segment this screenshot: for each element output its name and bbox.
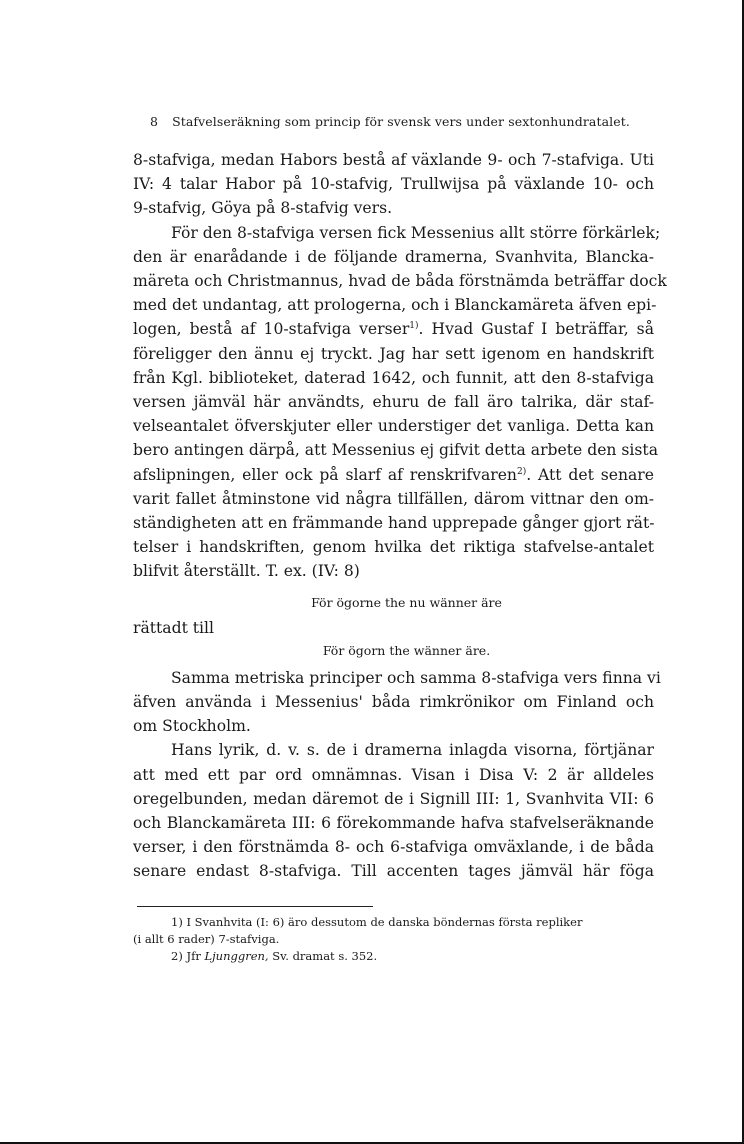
text-line: afslipningen, eller ock på slarf af renskrifvaren$^{2)}$. Att det senare bbox=[133, 465, 654, 484]
text-line: Samma metriska principer och samma 8-stafviga vers finna vi bbox=[171, 668, 661, 687]
text-line: med det undantag, att prologerna, och i Blanckamäreta äfven epi- bbox=[133, 296, 657, 315]
text-line: märeta och Christmannus, hvad de båda förstnämda beträffar dock bbox=[133, 272, 667, 291]
text-segment: afslipningen, eller ock på slarf af renskrifvaren bbox=[133, 465, 517, 484]
text-line: verser, i den förstnämda 8- och 6-stafviga omväxlande, i de båda bbox=[133, 838, 654, 857]
text-line: varit fallet åtminstone vid några tillfällen, därom vittnar den om- bbox=[133, 489, 654, 508]
footnote-1-line-2: (i allt 6 rader) 7-stafviga. bbox=[133, 932, 280, 946]
footnote-2-rest: Sv. dramat s. 352. bbox=[272, 949, 378, 963]
text-segment: Hvad Gustaf I beträffar, så bbox=[431, 320, 654, 339]
footnote-ref-1: 1) bbox=[409, 321, 419, 332]
text-line: bero antingen därpå, att Messenius ej gifvit detta arbete den sista bbox=[133, 441, 658, 460]
text-line: att med ett par ord omnämnas. Visan i Disa V: 2 är alldeles bbox=[133, 765, 654, 784]
quoted-verse-corrected: För ögorn the wänner äre. bbox=[322, 642, 491, 658]
text-line: från Kgl. biblioteket, daterad 1642, och funnit, att den 8-stafviga bbox=[133, 368, 654, 387]
text-line: För den 8-stafviga versen fick Messenius allt större förkärlek; bbox=[171, 223, 661, 242]
correction-label: rättadt till bbox=[133, 618, 215, 637]
footnote-1-line-1: 1) I Svanhvita (I: 6) äro dessutom de danska böndernas första repliker bbox=[171, 915, 583, 929]
footnote-ref-2: 2) bbox=[516, 466, 527, 477]
footnote-1 bbox=[133, 914, 654, 948]
text-line: blifvit återställt. T. ex. (IV: 8) bbox=[133, 562, 360, 581]
footnote-2 bbox=[133, 948, 654, 965]
text-segment: Att det senare bbox=[538, 465, 654, 484]
text-line: oregelbunden, medan däremot de i Signill III: 1, Svanhvita VII: 6 bbox=[133, 789, 654, 808]
text-line: versen jämväl här användts, ehuru de fall äro talrika, där staf- bbox=[133, 393, 654, 412]
text-line: Hans lyrik, d. v. s. de i dramerna inlagda visorna, förtjänar bbox=[171, 741, 654, 760]
footnote-2-prefix: 2) Jfr bbox=[171, 949, 201, 963]
paragraph-4 bbox=[133, 738, 654, 883]
paragraph-2 bbox=[133, 221, 667, 584]
page-number: 8 bbox=[150, 114, 159, 129]
running-title: Stafvelseräkning som princip för svensk vers under sextonhundratalet. bbox=[172, 114, 630, 129]
text-line: senare endast 8-stafviga. Till accenten tages jämväl här föga bbox=[133, 862, 654, 881]
text-line: logen, bestå af 10-stafviga verser$^{1)}$. Hvad Gustaf I beträffar, så bbox=[133, 320, 654, 339]
text-line: 8-stafviga, medan Habors bestå af växlande 9- och 7-stafviga. Uti bbox=[133, 151, 654, 169]
text-line: föreligger den ännu ej tryckt. Jag har sett igenom en handskrift bbox=[133, 344, 654, 363]
text-line: IV: 4 talar Habor på 10-stafvig, Trullwijsa på växlande 10- och bbox=[133, 175, 654, 194]
text-line: 9-stafvig, Göya på 8-stafvig vers. bbox=[133, 199, 393, 218]
text-line: ständigheten att en främmande hand upprepade gånger gjort rät- bbox=[133, 514, 655, 533]
text-line: om Stockholm. bbox=[133, 717, 251, 736]
footnotes bbox=[133, 906, 654, 965]
footnote-2-author: Ljunggren, bbox=[204, 949, 269, 963]
running-header bbox=[150, 114, 650, 129]
text-line: äfven använda i Messenius' båda rimkrönikor om Finland och bbox=[133, 693, 654, 712]
main-text bbox=[133, 148, 667, 884]
text-line: den är enarådande i de följande dramerna, Svanhvita, Blancka- bbox=[133, 247, 654, 266]
text-line: telser i handskriften, genom hvilka det riktiga stafvelse-antalet bbox=[133, 538, 654, 557]
text-segment: logen, bestå af 10-stafviga verser bbox=[133, 320, 410, 339]
text-line: och Blanckamäreta III: 6 förekommande hafva stafvelseräknande bbox=[133, 814, 654, 833]
quoted-verse-original: För ögorne the nu wänner äre bbox=[311, 594, 502, 610]
text-line: velseantalet öfverskjuter eller understiger det vanliga. Detta kan bbox=[133, 417, 654, 436]
footnote-rule bbox=[137, 906, 373, 907]
paragraph-1 bbox=[133, 148, 654, 221]
paragraph-3 bbox=[133, 666, 661, 739]
